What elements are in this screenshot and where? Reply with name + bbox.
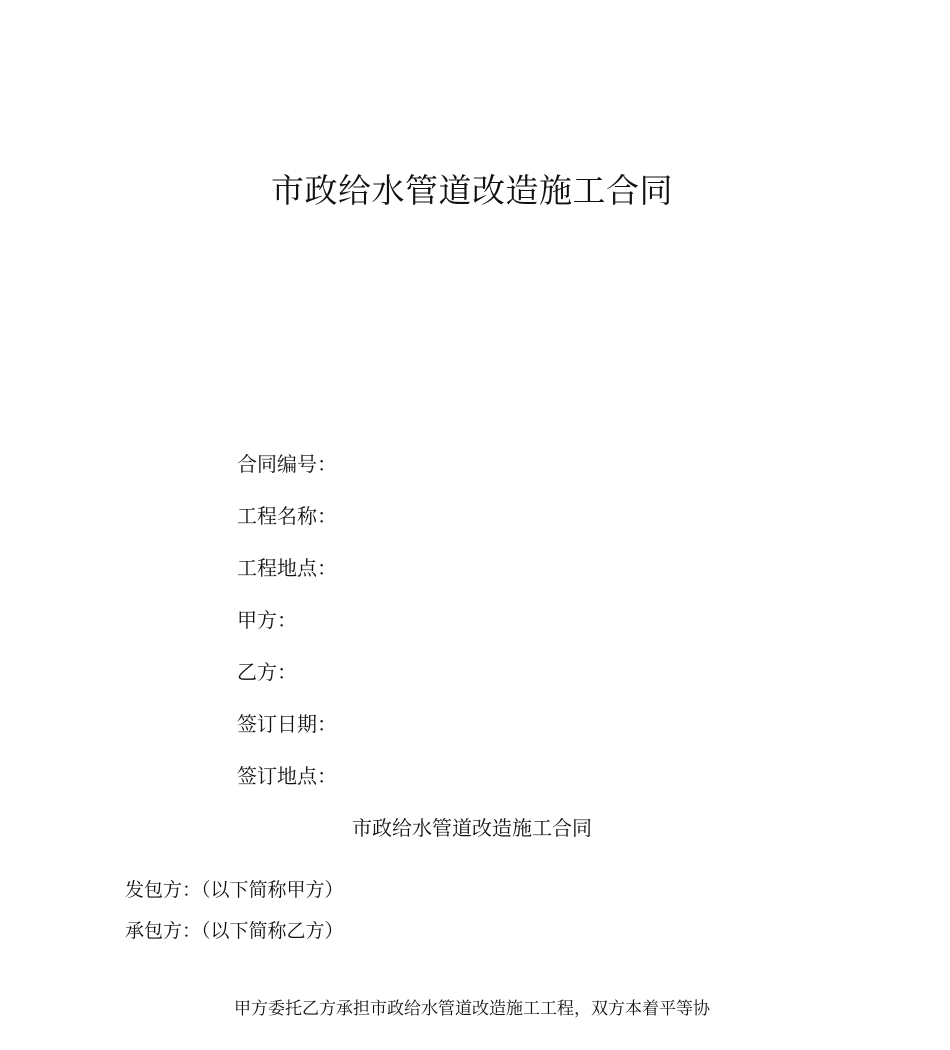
signing-date-label: 签订日期： <box>237 712 337 736</box>
intro-paragraph: 甲方委托乙方承担市政给水管道改造施工工程，双方本着平等协 <box>234 999 710 1019</box>
project-location-label: 工程地点： <box>237 556 337 580</box>
employer-line: 发包方：（以下简称甲方） <box>125 879 344 901</box>
party-a-label: 甲方： <box>237 608 297 632</box>
contractor-line: 承包方：（以下简称乙方） <box>125 920 344 942</box>
document-title: 市政给水管道改造施工合同 <box>271 171 673 210</box>
project-name-label: 工程名称： <box>237 504 337 528</box>
signing-place-label: 签订地点： <box>237 764 337 788</box>
party-b-label: 乙方： <box>237 660 297 684</box>
body-title: 市政给水管道改造施工合同 <box>352 816 592 840</box>
contract-number-label: 合同编号： <box>237 452 337 476</box>
